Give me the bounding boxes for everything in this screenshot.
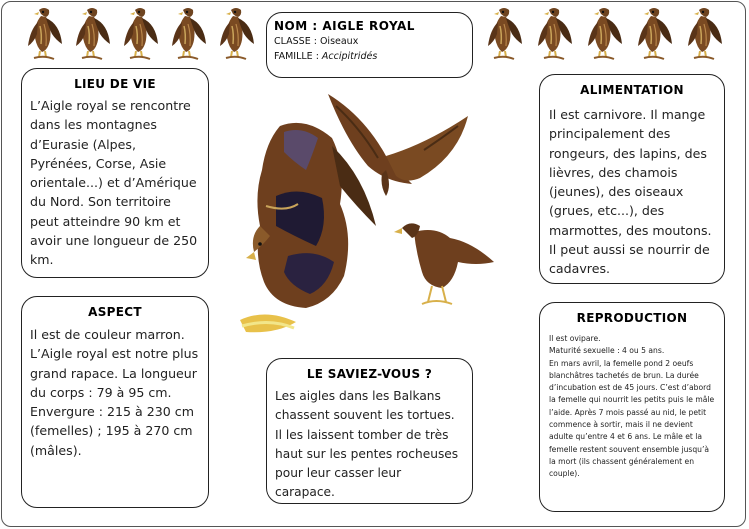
eagle-icon [582, 4, 624, 64]
reproduction-line-ovipare: Il est ovipare. [549, 334, 601, 343]
famille-line [274, 49, 465, 64]
eagle-border-right [482, 4, 724, 64]
eagle-icon [214, 4, 256, 64]
alimentation-card [539, 74, 725, 284]
species-name: NOM : AIGLE ROYAL [274, 19, 415, 33]
eagle-icon [482, 4, 524, 64]
reproduction-paragraph: En mars avril, la femelle pond 2 oeufs blanchâtres tachetés de brun. La durée d’incubation est de 45 jours. C’est d’abord la femelle qui nourrit les petits puis le mâle l’aide. Après 7 mois passé au nid, le petit commence à sortir, mais il ne devient adulte qu’entre 4 et 6 ans. Le mâle et la femelle restent souvent ensemble jusqu’à la mort (ils chassent généralement en couple). [549, 358, 715, 479]
alimentation-title: ALIMENTATION [580, 83, 684, 97]
eagle-icon [166, 4, 208, 64]
famille-label: FAMILLE : [274, 51, 322, 62]
classe-line: CLASSE : Oiseaux [274, 36, 359, 47]
famille-value: Accipitridés [321, 51, 378, 62]
eagle-icon [682, 4, 724, 64]
eagle-icon [22, 4, 64, 64]
eagle-drawing [236, 86, 504, 348]
eagle-icon [532, 4, 574, 64]
saviez-vous-title: LE SAVIEZ-VOUS ? [306, 367, 433, 381]
aspect-text: Il est de couleur marron. L’Aigle royal est notre plus grand rapace. La longueur du corps : 79 à 95 cm. Envergure : 215 à 230 cm (femelles) ; 195 à 270 cm (mâles). [30, 327, 199, 458]
lieu-de-vie-title: LIEU DE VIE [74, 77, 156, 91]
reproduction-title: REPRODUCTION [576, 311, 688, 325]
lieu-de-vie-card [21, 68, 209, 278]
reproduction-text [549, 333, 715, 481]
nom-card [266, 12, 473, 78]
reproduction-line-maturite: Maturité sexuelle : 4 ou 5 ans. [549, 346, 665, 356]
eagle-icon [118, 4, 160, 64]
eagle-icon [632, 4, 674, 64]
eagle-border-left [22, 4, 256, 64]
reproduction-card [539, 302, 725, 512]
lieu-de-vie-text: L’Aigle royal se rencontre dans les montagnes d’Eurasie (Alpes, Pyrénées, Corse, Asie orientale...) et d’Amérique du Nord. Son territoire peut atteindre 90 km et avoir une longueur de 250 km. [30, 98, 198, 268]
aspect-card [21, 296, 209, 508]
saviez-vous-card [266, 358, 473, 504]
saviez-vous-text: Les aigles dans les Balkans chassent souvent les tortues. Il les laissent tomber de très haut sur les pentes rocheuses pour leur casser leur carapace. [275, 389, 459, 500]
aspect-title: ASPECT [88, 305, 142, 319]
alimentation-text: Il est carnivore. Il mange principalement des rongeurs, des lapins, des lièvres, des chamois (jeunes), des oiseaux (grues, etc...), des marmottes, des moutons. Il peut aussi se nourrir de cadavres. [549, 107, 712, 277]
eagle-icon [70, 4, 112, 64]
